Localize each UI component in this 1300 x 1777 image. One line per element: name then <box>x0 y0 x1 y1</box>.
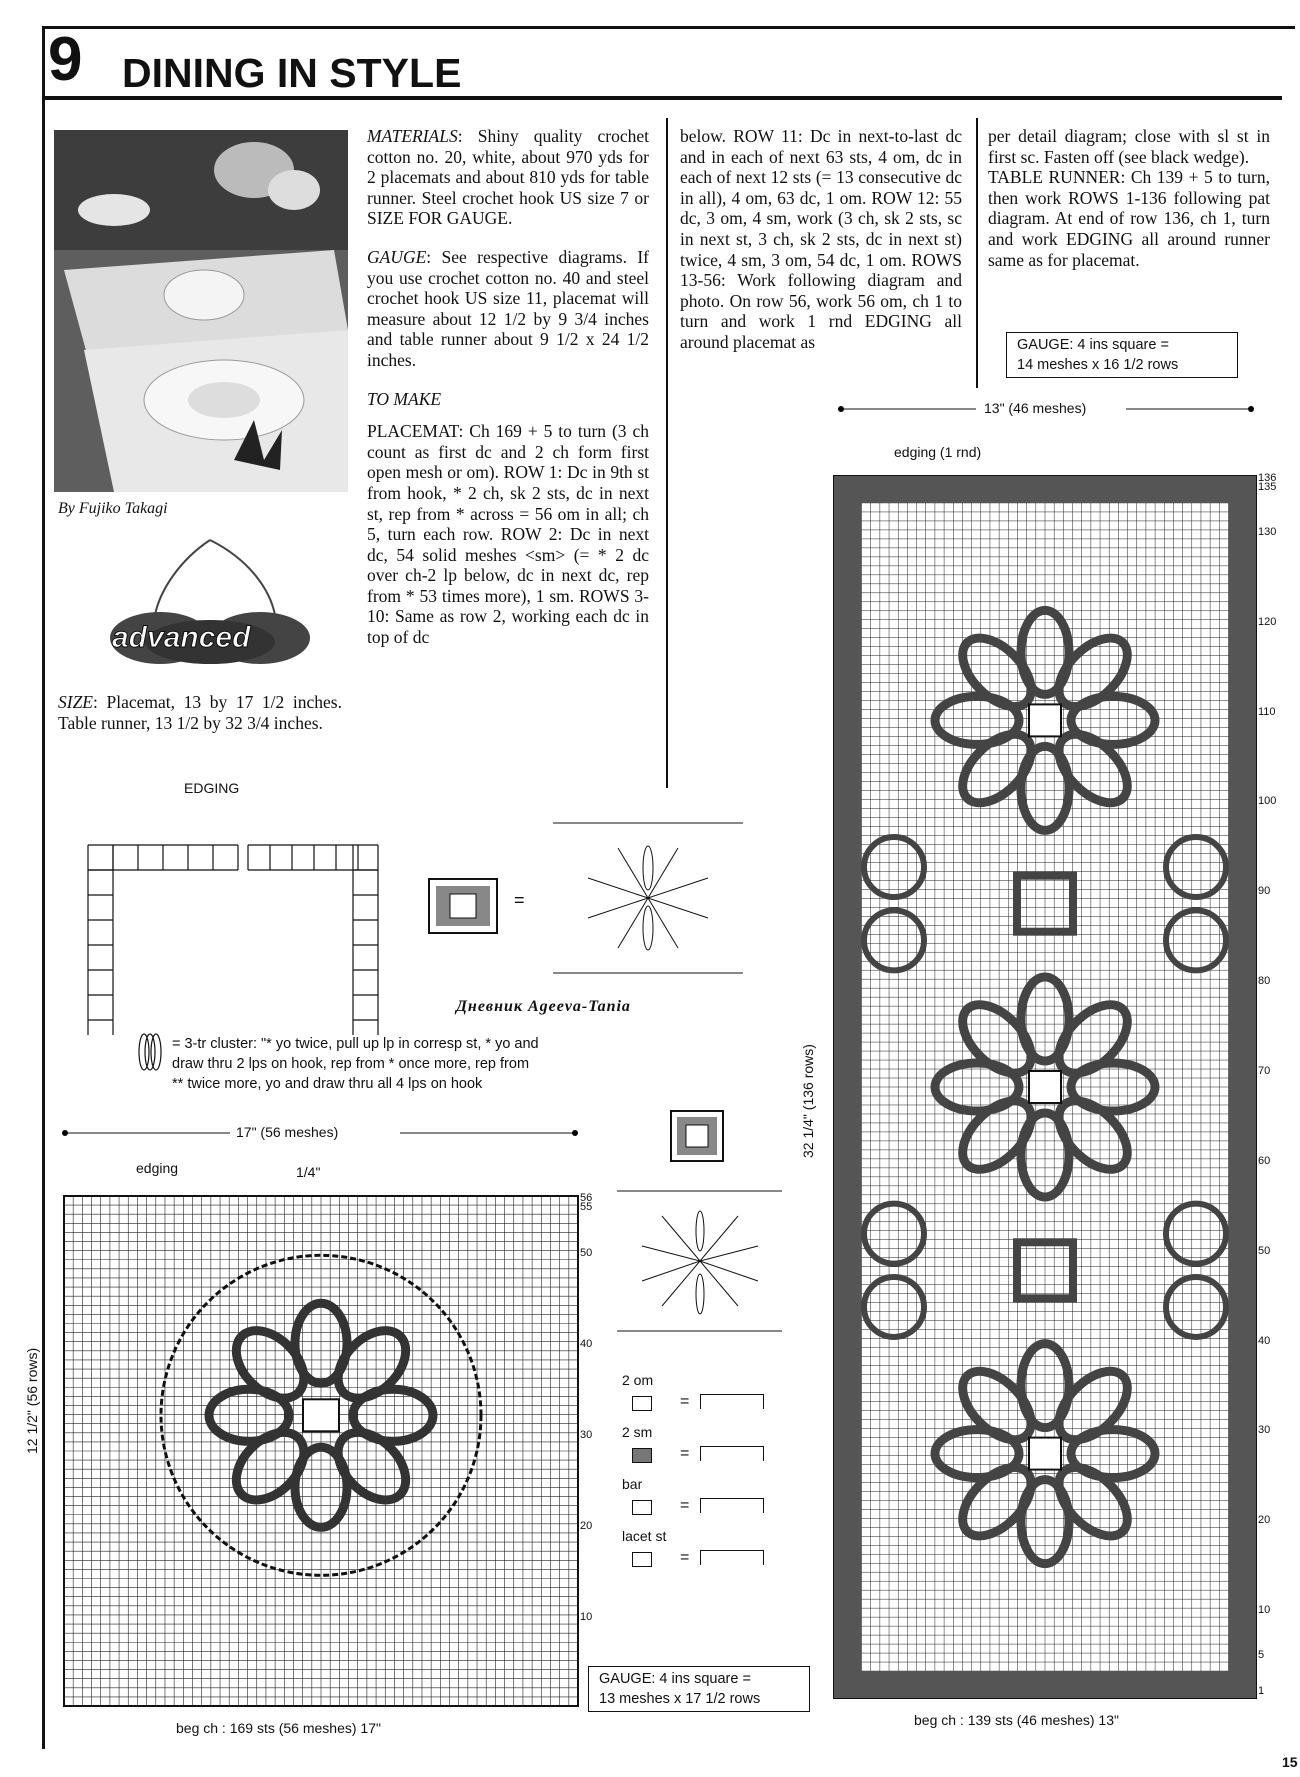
legend-stitch-graphic <box>700 1550 764 1565</box>
legend-label: lacet st <box>622 1528 667 1544</box>
table-runner-instructions: TABLE RUNNER: Ch 139 + 5 to turn, then work ROWS 1-136 following pat diagram. At end of row 136, ch 1, turn and work EDGING all around runner same as for placemat. <box>988 167 1270 270</box>
placemat-row-tick: 10 <box>580 1610 593 1623</box>
legend-equals: = <box>680 1445 690 1462</box>
placemat-row-tick: 20 <box>580 1519 593 1532</box>
column-rows <box>680 126 962 353</box>
legend-stitch-graphic <box>700 1498 764 1513</box>
runner-row-tick: 1 <box>1258 1685 1265 1697</box>
placemat-bottom-label: beg ch : 169 sts (56 meshes) 17" <box>176 1720 381 1736</box>
cluster-symbol <box>136 1030 164 1074</box>
column-divider <box>666 118 668 788</box>
page-number: 15 <box>1282 1754 1298 1770</box>
photo-credit: By Fujiko Takagi <box>58 500 168 517</box>
gauge-text: : See respective diagrams. If you use crochet cotton no. 40 and steel crochet hook US size 11, placemat will measure about 12 1/2 by 9 3/4 inches and table runner about 9 1/2 x 24 1/2 inches. <box>367 246 649 370</box>
runner-height-label: 32 1/4" (136 rows) <box>800 1044 816 1158</box>
center-motif-symbol <box>670 1110 724 1162</box>
legend-equals: = <box>680 1549 690 1566</box>
page-title: DINING IN STYLE <box>122 50 462 96</box>
runner-row-tick: 110 <box>1258 705 1276 718</box>
placemat-width-arrow <box>60 1128 580 1138</box>
runner-row-tick: 90 <box>1258 885 1271 898</box>
runner-row-tick: 60 <box>1258 1154 1271 1167</box>
placemat-gauge-line-2: 13 meshes x 17 1/2 rows <box>599 1691 761 1707</box>
runner-gauge-box <box>1006 332 1238 378</box>
size-paragraph <box>58 692 342 733</box>
runner-row-tick: 130 <box>1258 525 1277 538</box>
motif-equals: = <box>514 890 525 910</box>
cluster-note-line-1: = 3-tr cluster: "* yo twice, pull up lp in corresp st, * yo and <box>172 1036 539 1052</box>
difficulty-badge-label: advanced <box>112 621 251 654</box>
cluster-note-line-2: draw thru 2 lps on hook, rep from * once more, rep from <box>172 1056 530 1072</box>
legend-symbol <box>632 1552 652 1567</box>
product-photo <box>54 130 348 492</box>
runner-gauge-line-2: 14 meshes x 16 1/2 rows <box>1017 357 1179 373</box>
header-rule <box>42 96 1282 100</box>
to-make-heading: TO MAKE <box>367 388 442 409</box>
column-materials <box>367 126 649 648</box>
pattern-number: 9 <box>48 25 83 94</box>
runner-width-arrow <box>836 404 1256 414</box>
placemat-row-tick: 40 <box>580 1337 593 1350</box>
legend-label: 2 sm <box>622 1424 653 1440</box>
placemat-quarter-label: 1/4" <box>296 1164 321 1180</box>
size-lead: SIZE <box>58 692 93 712</box>
runner-row-tick: 120 <box>1258 615 1277 628</box>
runner-row-tick: 70 <box>1258 1065 1271 1078</box>
edging-finish-text: per detail diagram; close with sl st in first sc. Fasten off (see black wedge). <box>988 126 1270 167</box>
runner-row-tick: 40 <box>1258 1334 1271 1347</box>
runner-row-tick: 136 <box>1258 472 1277 484</box>
legend-equals: = <box>680 1393 690 1410</box>
runner-row-tick: 20 <box>1258 1514 1271 1527</box>
watermark: Дневник Agееva-Tania <box>456 998 631 1015</box>
edging-title: EDGING <box>184 780 240 796</box>
center-motif-stitch-diagram <box>612 1186 788 1336</box>
runner-row-tick: 80 <box>1258 975 1271 988</box>
motif-stitch-diagram <box>548 818 748 978</box>
runner-width-label: 13" (46 meshes) <box>984 400 1087 416</box>
legend-symbol <box>632 1396 652 1411</box>
legend-equals: = <box>680 1497 690 1514</box>
runner-row-tick: 5 <box>1258 1649 1265 1662</box>
edging-diagram <box>48 800 408 1040</box>
runner-row-ticks <box>1256 472 1292 1698</box>
runner-gauge-line-1: GAUGE: 4 ins square = <box>1017 337 1169 353</box>
legend-stitch-graphic <box>700 1446 764 1461</box>
legend-symbol <box>632 1448 652 1463</box>
placemat-row-tick: 56 <box>580 1192 593 1204</box>
runner-row-tick: 10 <box>1258 1604 1271 1617</box>
column-runner <box>988 126 1270 270</box>
photo-illustration <box>54 130 348 492</box>
legend-label: bar <box>622 1476 643 1492</box>
cluster-note-line-3: ** twice more, yo and draw thru all 4 lps on hook <box>172 1076 483 1092</box>
gauge-lead: GAUGE <box>367 246 427 267</box>
placemat-height-label: 12 1/2" (56 rows) <box>24 1347 40 1454</box>
placemat-edging-label: edging <box>136 1160 179 1176</box>
placemat-row-tick: 50 <box>580 1246 593 1259</box>
placemat-row-ticks <box>580 1192 610 1706</box>
placemat-instructions: PLACEMAT: Ch 169 + 5 to turn (3 ch count as first dc and 2 ch form first open mesh or om). ROW 1: Dc in 9th st from hook, * 2 ch, sk 2 sts, dc in next st, rep from * across = 56 om in all; ch 5, turn each row. ROW 2: Dc in next dc, 54 solid meshes <sm> (= * 2 dc over ch-2 lp below, dc in next dc, rep from * 53 times more), 1 sm. ROWS 3-10: Same as row 2, working each dc in top of dc <box>367 421 649 648</box>
runner-row-tick: 50 <box>1258 1244 1271 1257</box>
column-divider-2 <box>976 118 978 388</box>
materials-lead: MATERIALS <box>367 126 458 146</box>
materials-text: : Shiny quality crochet cotton no. 20, white, about 970 yds for 2 placemats and about 810 yds for table runner. Steel crochet hook US size 7 or SIZE FOR GAUGE. <box>367 126 649 229</box>
symbol-legend <box>618 1372 778 1582</box>
runner-edging-label: edging (1 rnd) <box>894 444 982 460</box>
runner-row-tick: 30 <box>1258 1424 1271 1437</box>
legend-symbol <box>632 1500 652 1515</box>
legend-label: 2 om <box>622 1372 654 1388</box>
runner-row-tick: 100 <box>1258 795 1277 808</box>
placemat-row-tick: 30 <box>580 1428 593 1441</box>
placemat-width-label: 17" (56 meshes) <box>236 1124 339 1140</box>
legend-stitch-graphic <box>700 1394 764 1409</box>
placemat-gauge-line-1: GAUGE: 4 ins square = <box>599 1671 751 1687</box>
rows-instructions: below. ROW 11: Dc in next-to-last dc and in each of next 63 sts, 4 om, dc in each of next 12 sts (= 13 consecutive dc in all), 4 om, 63 dc, 1 om. ROW 12: 55 dc, 3 om, 4 sm, work (3 ch, sk 2 sts, sc in next st, 3 ch, sk 2 sts, dc in next st) twice, 4 sm, 3 om, 54 dc, 1 om. ROWS 13-56: Work following diagram and photo. On row 56, work 56 om, ch 1 to turn and work 1 rnd EDGING all around placemat as <box>680 126 962 352</box>
placemat-row-tick: 55 <box>580 1201 593 1214</box>
motif-square-symbol <box>428 878 498 934</box>
runner-bottom-label: beg ch : 139 sts (46 meshes) 13" <box>914 1712 1119 1728</box>
placemat-gauge-box <box>588 1666 810 1712</box>
runner-row-tick: 135 <box>1258 480 1277 493</box>
placemat-chart <box>64 1196 578 1706</box>
runner-chart <box>834 476 1256 1698</box>
size-text: : Placemat, 13 by 17 1/2 inches. Table runner, 13 1/2 by 32 3/4 inches. <box>58 692 342 733</box>
